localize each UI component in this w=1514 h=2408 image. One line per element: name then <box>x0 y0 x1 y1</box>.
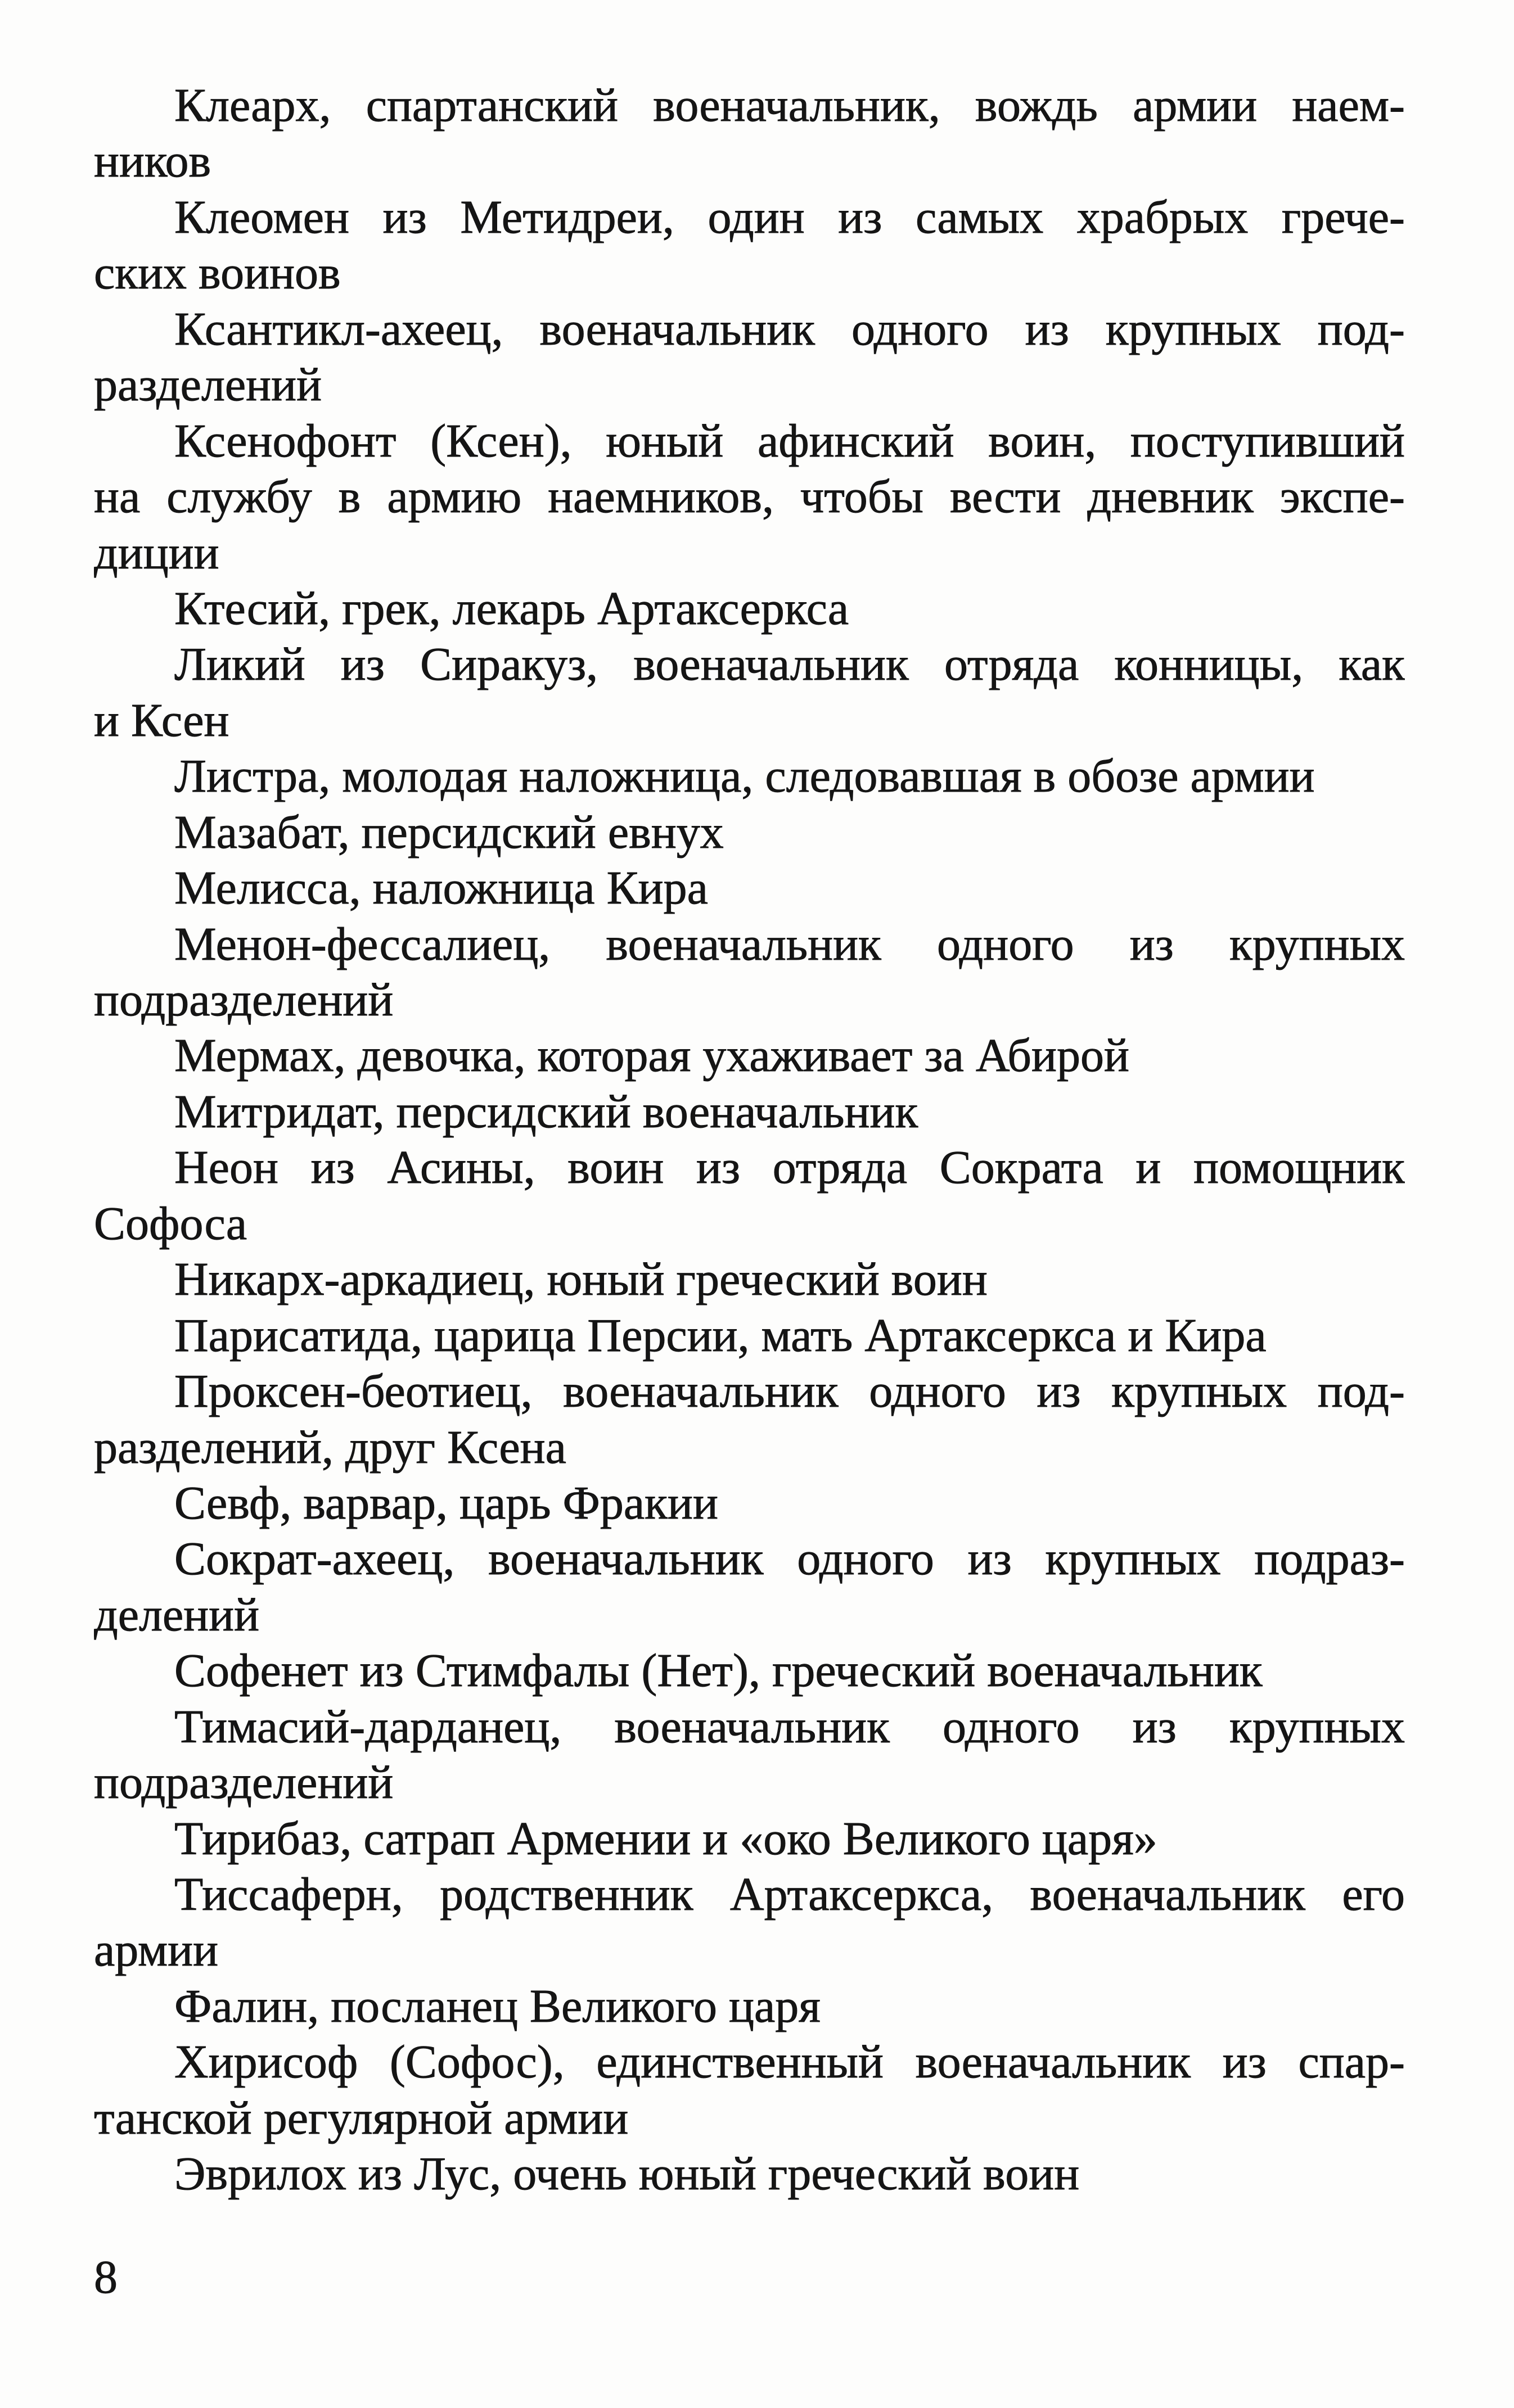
list-entry <box>94 1308 1405 1363</box>
entry-line: ников <box>94 135 211 188</box>
entry-line: Неон из Асины, воин из отряда Сократа и помощник <box>174 1141 1405 1194</box>
character-list <box>94 78 1405 2202</box>
list-entry <box>94 1531 1405 1643</box>
list-entry <box>94 636 1405 748</box>
list-entry <box>94 1363 1405 1475</box>
entry-line: Фалин, посланец Великого царя <box>174 1980 821 2032</box>
list-entry <box>94 805 1405 860</box>
entry-line: Ксенофонт (Ксен), юный афинский воин, поступивший <box>174 414 1405 467</box>
list-entry <box>94 1867 1405 1978</box>
list-entry <box>94 1140 1405 1252</box>
entry-line: Мазабат, персидский евнух <box>174 806 724 859</box>
entry-line: диции <box>94 526 219 579</box>
entry-line: Ктесий, грек, лекарь Артаксеркса <box>174 582 849 635</box>
list-entry <box>94 1084 1405 1140</box>
list-entry <box>94 1643 1405 1698</box>
entry-line: Клеомен из Метидреи, один из самых храбрых грече- <box>174 191 1405 243</box>
entry-line: Тимасий-дарданец, военачальник одного из крупных <box>174 1700 1405 1753</box>
list-entry <box>94 78 1405 189</box>
list-entry <box>94 413 1405 581</box>
entry-line: Эврилох из Лус, очень юный греческий воин <box>174 2148 1080 2201</box>
entry-line: Мермах, девочка, которая ухаживает за Абирой <box>174 1029 1129 1082</box>
list-entry <box>94 2146 1405 2202</box>
entry-line: и Ксен <box>94 694 229 747</box>
entry-line: подразделений <box>94 1756 394 1809</box>
entry-line: делений <box>94 1588 260 1641</box>
entry-line: разделений <box>94 359 322 412</box>
list-entry <box>94 189 1405 301</box>
list-entry <box>94 1699 1405 1811</box>
entry-line: Ксантикл-ахеец, военачальник одного из крупных под- <box>174 302 1405 355</box>
entry-line: Проксен-беотиец, военачальник одного из крупных под- <box>174 1365 1405 1418</box>
entry-line: разделений, друг Ксена <box>94 1421 566 1474</box>
entry-line: Сократ-ахеец, военачальник одного из крупных подраз- <box>174 1533 1405 1585</box>
list-entry <box>94 748 1405 804</box>
entry-line: Парисатида, царица Персии, мать Артаксеркса и Кира <box>174 1309 1267 1362</box>
entry-line: ских воинов <box>94 247 341 300</box>
list-entry <box>94 1811 1405 1867</box>
page-number: 8 <box>94 2251 118 2303</box>
list-entry <box>94 1028 1405 1083</box>
list-entry <box>94 301 1405 413</box>
list-entry <box>94 1475 1405 1531</box>
entry-line: Севф, варвар, царь Фракии <box>174 1476 718 1529</box>
entry-line: Клеарх, спартанский военачальник, вождь армии наем- <box>174 79 1405 132</box>
list-entry <box>94 1252 1405 1307</box>
list-entry <box>94 581 1405 636</box>
entry-line: Листра, молодая наложница, следовавшая в обозе армии <box>174 750 1315 803</box>
entry-line: Софоса <box>94 1197 247 1250</box>
entry-line: Менон-фессалиец, военачальник одного из крупных <box>174 918 1405 970</box>
entry-line: подразделений <box>94 974 394 1026</box>
entry-line: Тирибаз, сатрап Армении и «око Великого царя» <box>174 1812 1157 1865</box>
list-entry <box>94 860 1405 916</box>
entry-line: на службу в армию наемников, чтобы вести дневник экспе- <box>94 471 1405 523</box>
list-entry <box>94 2034 1405 2146</box>
entry-line: танской регулярной армии <box>94 2091 629 2144</box>
list-entry <box>94 1978 1405 2034</box>
list-entry <box>94 916 1405 1028</box>
entry-line: Тиссаферн, родственник Артаксеркса, военачальник его <box>174 1868 1405 1921</box>
entry-line: Митридат, персидский военачальник <box>174 1085 918 1138</box>
entry-line: Хирисоф (Софос), единственный военачальник из спар- <box>174 2036 1405 2089</box>
entry-line: Ликий из Сиракуз, военачальник отряда конницы, как <box>174 638 1405 691</box>
entry-line: Никарх-аркадиец, юный греческий воин <box>174 1253 988 1306</box>
entry-line: армии <box>94 1924 219 1977</box>
entry-line: Мелисса, наложница Кира <box>174 862 708 915</box>
entry-line: Софенет из Стимфалы (Нет), греческий военачальник <box>174 1645 1263 1697</box>
